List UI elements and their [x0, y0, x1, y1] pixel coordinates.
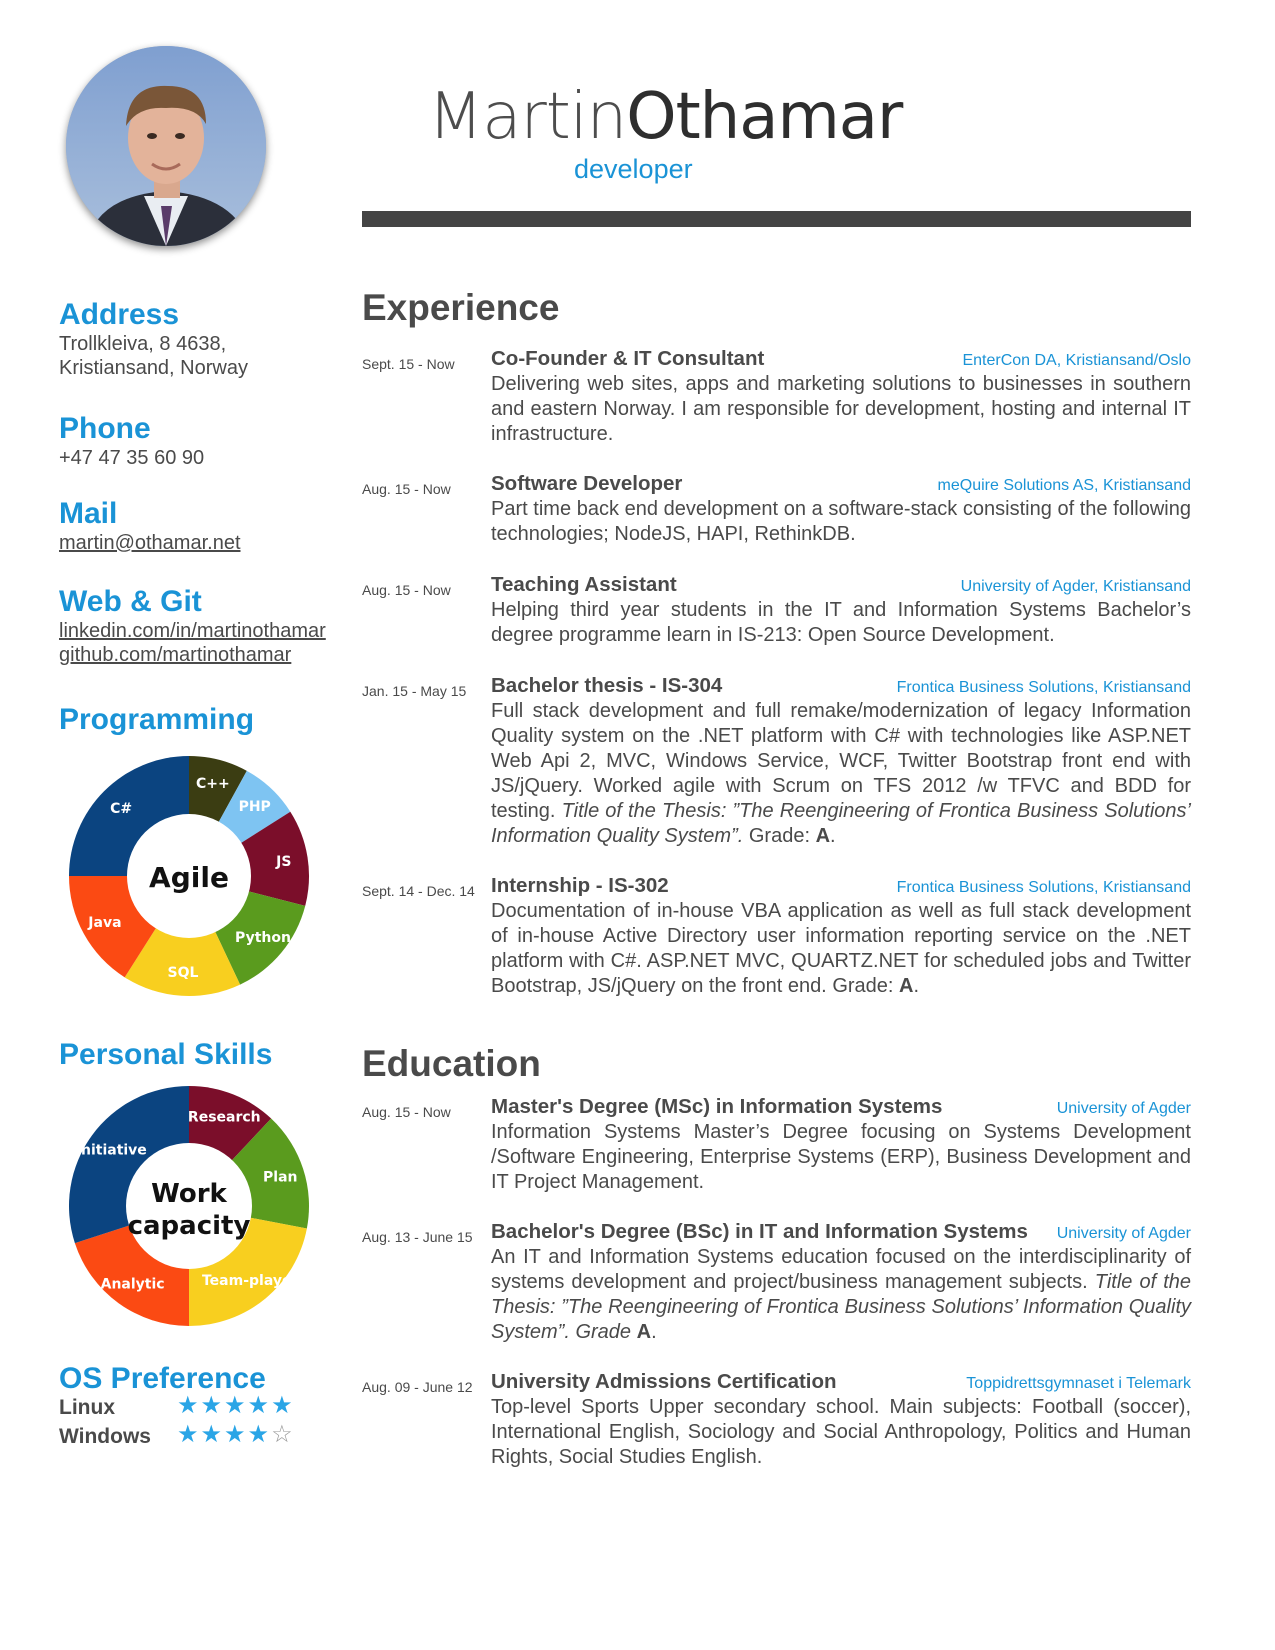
entry-description: Delivering web sites, apps and marketing solutions to businesses in southern and eastern Norway. I am responsible for development, hosting and internal IT infrastructure.: [491, 373, 1191, 445]
entry-date: Aug. 15 - Now: [362, 481, 451, 497]
experience-entry: [362, 874, 1191, 997]
entry-description: An IT and Information Systems education focused on the interdisciplinarity of systems development and project/business management subjects. Title of the Thesis: ”The Reengineering of Frontica Business Solutions’ Information Quality System”. Grade A.: [491, 1246, 1191, 1343]
experience-entry: [362, 347, 1191, 445]
personal-skills-heading: Personal Skills: [59, 1038, 273, 1071]
entry-date: Aug. 15 - Now: [362, 1104, 451, 1120]
entry-date: Sept. 15 - Now: [362, 356, 455, 372]
address-line-2: Kristiansand, Norway: [59, 357, 248, 379]
entry-description: Top-level Sports Upper secondary school. Main subjects: Football (soccer), International English, Sociology and Social Anthropology, Politics and Human Rights, Social Studies English.: [491, 1396, 1191, 1468]
thesis-title: Title of the Thesis: ”The Reengineering of Frontica Business Solutions’ Information Quality System”.: [491, 1271, 1191, 1343]
personal-label: Plan: [263, 1169, 298, 1186]
thesis-title: Title of the Thesis: ”The Reengineering of Frontica Business Solutions’ Information Quality System”.: [491, 800, 1191, 847]
profile-photo: [66, 46, 266, 246]
personal-label: Team-player: [201, 1273, 299, 1289]
grade-label: Grade:: [748, 825, 811, 847]
os-name: Linux: [59, 1396, 115, 1419]
education-entry: [362, 1220, 1191, 1343]
last-name: Othamar: [626, 80, 903, 154]
os-row-linux: [59, 1392, 309, 1420]
programming-section: [59, 703, 254, 737]
programming-label: Java: [88, 915, 122, 932]
entry-description: Full stack development and full remake/modernization of legacy Information Quality system on the .NET platform with C# with technologies like ASP.NET Web Api 2, MVC, Windows Service, WCF, Twitter Bootstrap front end with JS/jQuery. Worked agile with Scrum on TFS 2012 /w TFVC and BDD for testing. Title of the Thesis: ”The Reengineering of Frontica Business Solutions’ Information Quality System”. Grade: A.: [491, 700, 1191, 847]
personal-label: Research: [187, 1109, 261, 1126]
entry-title: Software Developer: [491, 472, 683, 495]
entry-organization: Frontica Business Solutions, Kristiansand: [896, 879, 1191, 896]
star-empty-icon: ☆: [271, 1421, 295, 1448]
entry-title: Co-Founder & IT Consultant: [491, 347, 765, 370]
entry-title: Bachelor thesis - IS-304: [491, 674, 723, 697]
programming-label: PHP: [238, 799, 271, 815]
programming-label: JS: [276, 854, 292, 870]
github-link[interactable]: github.com/martinothamar: [59, 644, 292, 666]
phone-number: +47 47 35 60 90: [59, 447, 205, 469]
programming-donut-chart: [61, 748, 317, 1004]
programming-label: C#: [110, 801, 133, 818]
mail-section: [59, 497, 241, 555]
entry-description: Helping third year students in the IT and Information Systems Bachelor’s degree programme learn in IS-213: Open Source Development.: [491, 599, 1191, 646]
personal-center-label-1: Work: [151, 1179, 227, 1209]
star-filled-icon: ★: [224, 1421, 248, 1448]
linkedin-link[interactable]: linkedin.com/in/martinothamar: [59, 620, 326, 642]
experience-entry: [362, 472, 1191, 545]
programming-label: C++: [196, 776, 230, 792]
entry-description-text: Documentation of in-house VBA application as well as full stack development of in-house Active Directory user information reporting service on the .NET platform with C#. ASP.NET MVC, QUARTZ.NET for scheduled jobs and Twitter Bootstrap, JS/jQuery on the front end.: [491, 900, 1191, 997]
entry-description-text: Full stack development and full remake/modernization of legacy Information Quality system on the .NET platform with C# with technologies like ASP.NET Web Api 2, MVC, Windows Service, WCF, Twitter Bootstrap front end with JS/jQuery. Worked agile with Scrum on TFS 2012 /w TFVC and BDD for testing.: [491, 700, 1191, 822]
web-heading: Web & Git: [59, 585, 202, 618]
star-filled-icon: ★: [271, 1392, 295, 1419]
programming-label: SQL: [167, 964, 199, 981]
header-divider: [362, 211, 1191, 227]
star-filled-icon: ★: [177, 1421, 201, 1448]
star-filled-icon: ★: [247, 1392, 272, 1419]
entry-description-text: An IT and Information Systems education focused on the interdisciplinarity of systems development and project/business management subjects.: [491, 1246, 1191, 1293]
personal-skills-section: [59, 1038, 272, 1072]
entry-date: Aug. 09 - June 12: [362, 1379, 473, 1395]
entry-title: Bachelor's Degree (BSc) in IT and Information Systems: [491, 1220, 1028, 1243]
os-row-windows: [59, 1421, 309, 1449]
grade-label: Grade: [575, 1321, 632, 1343]
entry-organization: University of Agder: [1056, 1100, 1191, 1117]
entry-organization: Toppidrettsgymnaset i Telemark: [966, 1375, 1191, 1392]
mail-heading: Mail: [59, 497, 118, 530]
os-name: Windows: [59, 1425, 151, 1448]
entry-date: Aug. 15 - Now: [362, 582, 451, 598]
personal-label: Initiative: [75, 1142, 147, 1159]
education-heading: Education: [362, 1043, 541, 1084]
grade-value: A: [899, 975, 914, 997]
entry-date: Jan. 15 - May 15: [362, 683, 467, 699]
education-entry: [362, 1370, 1191, 1468]
entry-title: Master's Degree (MSc) in Information Systems: [491, 1095, 943, 1118]
personal-skills-donut-chart: [61, 1078, 317, 1334]
star-filled-icon: ★: [247, 1421, 272, 1448]
address-section: [59, 298, 248, 380]
entry-date: Sept. 14 - Dec. 14: [362, 883, 475, 899]
experience-entry: [362, 674, 1191, 847]
grade-value: A: [815, 825, 831, 847]
phone-section: [59, 412, 204, 470]
entry-title: Internship - IS-302: [491, 874, 669, 897]
experience-heading: Experience: [362, 287, 560, 328]
full-name: [428, 80, 902, 154]
email-link[interactable]: martin@othamar.net: [59, 532, 241, 554]
personal-center-label-2: capacity: [127, 1211, 251, 1241]
experience-entry: [362, 573, 1191, 646]
grade-value: A: [636, 1321, 652, 1343]
job-role: developer: [574, 154, 693, 184]
entry-organization: meQuire Solutions AS, Kristiansand: [937, 477, 1191, 494]
entry-description: Part time back end development on a software-stack consisting of the following technologies; NodeJS, HAPI, RethinkDB.: [491, 498, 1191, 545]
address-line-1: Trollkleiva, 8 4638,: [59, 333, 227, 355]
grade-label: Grade:: [832, 975, 894, 997]
entry-title: University Admissions Certification: [491, 1370, 837, 1393]
entry-description: Documentation of in-house VBA application as well as full stack development of in-house Active Directory user information reporting service on the .NET platform with C#. ASP.NET MVC, QUARTZ.NET for scheduled jobs and Twitter Bootstrap, JS/jQuery on the front end. Grade: A.: [491, 900, 1191, 997]
entry-organization: University of Agder: [1056, 1225, 1191, 1242]
entry-title: Teaching Assistant: [491, 573, 677, 596]
programming-label: Python: [235, 930, 291, 947]
entry-organization: University of Agder, Kristiansand: [960, 578, 1191, 595]
education-entry: [362, 1095, 1191, 1193]
portrait-image: [66, 46, 266, 246]
web-section: [59, 585, 326, 667]
programming-heading: Programming: [59, 703, 255, 736]
rating-stars: [177, 1391, 295, 1420]
address-heading: Address: [59, 298, 180, 331]
star-filled-icon: ★: [200, 1421, 225, 1448]
rating-stars: [177, 1420, 295, 1449]
star-filled-icon: ★: [224, 1392, 248, 1419]
first-name: Martin: [428, 80, 627, 154]
entry-organization: Frontica Business Solutions, Kristiansand: [896, 679, 1191, 696]
programming-center-label: Agile: [149, 861, 229, 894]
star-filled-icon: ★: [200, 1392, 225, 1419]
entry-organization: EnterCon DA, Kristiansand/Oslo: [962, 352, 1191, 369]
entry-date: Aug. 13 - June 15: [362, 1229, 473, 1245]
personal-label: Analytic: [100, 1276, 165, 1293]
entry-description: Information Systems Master’s Degree focusing on Systems Development /Software Engineering, Enterprise Systems (ERP), Business Development and IT Project Management.: [491, 1121, 1191, 1193]
os-heading: OS Preference: [59, 1362, 266, 1395]
phone-heading: Phone: [59, 412, 151, 445]
star-filled-icon: ★: [177, 1392, 201, 1419]
